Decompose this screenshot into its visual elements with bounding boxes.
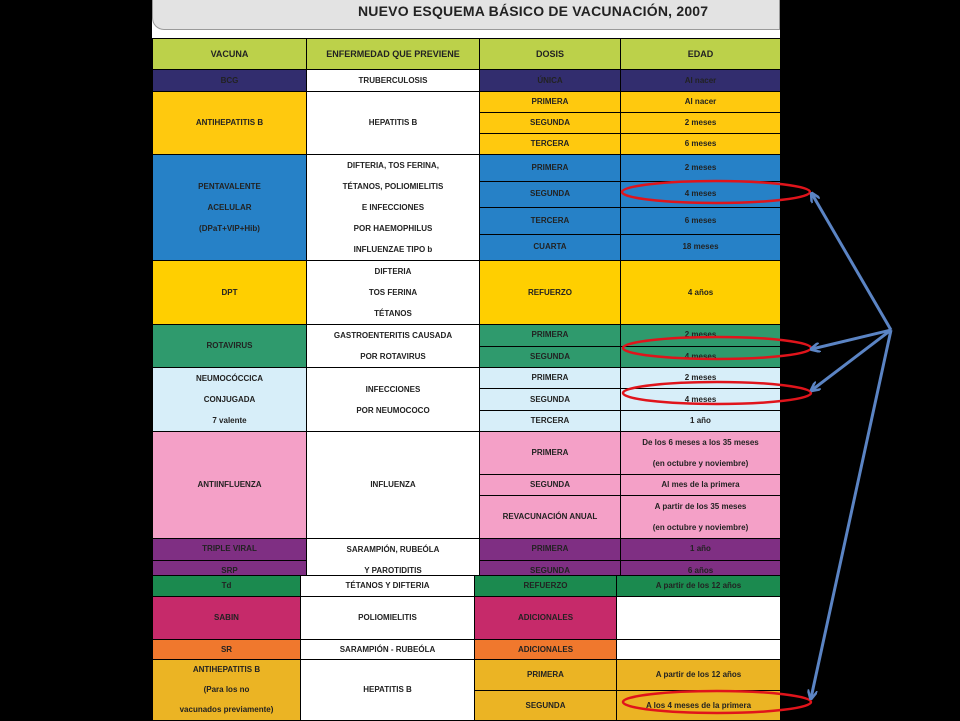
dpt-vacuna: DPT [153, 261, 307, 325]
td-enfermedad: TÉTANOS Y DIFTERIA [301, 576, 475, 597]
rota-vacuna: ROTAVIRUS [153, 325, 307, 368]
dpt-enf-line: TÉTANOS [374, 309, 412, 318]
hepb-vacuna: ANTIHEPATITIS B [153, 92, 307, 155]
arrow-to-penta [812, 194, 891, 330]
sabin-enfermedad: POLIOMIELITIS [301, 597, 475, 640]
hepb-dosis-1: PRIMERA [480, 92, 621, 113]
triple-dosis-1: PRIMERA [480, 539, 621, 561]
neumo-edad-2: 4 meses [621, 389, 781, 410]
penta-dosis-4: CUARTA [480, 234, 621, 261]
td-vacuna: Td [153, 576, 301, 597]
rota-enf-line: GASTROENTERITIS CAUSADA [333, 331, 453, 340]
neumo-vacuna-line: NEUMOCÓCCICA [195, 374, 264, 383]
hepb-edad-3: 6 meses [621, 134, 781, 155]
penta-vacuna-line: ACELULAR [207, 203, 252, 212]
rota-edad-2: 4 meses [621, 346, 781, 368]
penta-enf-line: DIFTERIA, TOS FERINA, [347, 161, 439, 170]
arrow-to-hepb2 [811, 330, 891, 698]
highlight-ellipse-neumo-4-meses [623, 382, 811, 404]
triple-vacuna-1: TRIPLE VIRAL [153, 539, 307, 561]
hepb2-vacuna-line: (Para los no [203, 685, 250, 694]
neumo-dosis-3: TERCERA [480, 410, 621, 431]
influ-dosis-3: REVACUNACIÓN ANUAL [480, 496, 621, 539]
header-enfermedad: ENFERMEDAD QUE PREVIENE [307, 39, 480, 70]
bcg-enfermedad: TRUBERCULOSIS [307, 70, 480, 92]
header-vacuna: VACUNA [153, 39, 307, 70]
neumo-enf-line: INFECCIONES [365, 384, 421, 394]
triple-dosis-2: SEGUNDA [480, 560, 621, 582]
influ-edad-line: (en octubre y noviembre) [652, 523, 749, 532]
highlight-ellipses [622, 181, 811, 713]
triple-vacuna-2: SRP [153, 560, 307, 582]
sr-dosis: ADICIONALES [475, 640, 617, 660]
highlight-ellipse-rota-4-meses [623, 337, 811, 359]
penta-vacuna-line: (DPaT+VIP+Hib) [199, 224, 260, 233]
triple-edad-2: 6 años [621, 560, 781, 582]
sabin-dosis: ADICIONALES [475, 597, 617, 640]
sr-enfermedad: SARAMPIÓN - RUBEÓLA [301, 640, 475, 660]
influ-vacuna: ANTIINFLUENZA [153, 432, 307, 539]
hepb2-enfermedad: HEPATITIS B [301, 660, 475, 721]
neumo-dosis-1: PRIMERA [480, 368, 621, 389]
neumo-enf-line: POR NEUMOCOCO [356, 405, 430, 415]
hepb-dosis-3: TERCERA [480, 134, 621, 155]
penta-dosis-1: PRIMERA [480, 155, 621, 182]
influ-enfermedad: INFLUENZA [307, 432, 480, 539]
header-edad: EDAD [621, 39, 781, 70]
header-dosis: DOSIS [480, 39, 621, 70]
rota-dosis-2: SEGUNDA [480, 346, 621, 368]
rota-edad-1: 2 meses [621, 325, 781, 347]
rota-dosis-1: PRIMERA [480, 325, 621, 347]
penta-enf-line: TÉTANOS, POLIOMIELITIS [342, 182, 444, 191]
penta-edad-2: 4 meses [621, 181, 781, 208]
triple-enf-line: Y PAROTIDITIS [364, 566, 422, 575]
bcg-dosis: ÚNICA [480, 70, 621, 92]
penta-edad-1: 2 meses [621, 155, 781, 182]
td-dosis: REFUERZO [475, 576, 617, 597]
triple-enf-line: SARAMPIÓN, RUBEÓLA [346, 545, 440, 554]
hepb2-vacuna-line: ANTIHEPATITIS B [192, 665, 261, 674]
td-edad: A partir de los 12 años [617, 576, 781, 597]
rota-enf-line: POR ROTAVIRUS [360, 352, 426, 361]
influ-edad-line: A partir de los 35 meses [654, 502, 747, 511]
dpt-dosis: REFUERZO [480, 261, 621, 325]
penta-enf-line: POR HAEMOPHILUS [353, 224, 433, 233]
hepb2-dosis-2: SEGUNDA [475, 691, 617, 721]
penta-enf-line: INFLUENZAE TIPO b [353, 245, 433, 254]
penta-dosis-3: TERCERA [480, 208, 621, 235]
bcg-edad: Al nacer [621, 70, 781, 92]
page-title: NUEVO ESQUEMA BÁSICO DE VACUNACIÓN, 2007 [358, 3, 709, 19]
highlight-ellipse-hepb2-4-meses [623, 691, 811, 713]
hepb-enfermedad: HEPATITIS B [307, 92, 480, 155]
dpt-enf-line: DIFTERIA [374, 267, 412, 276]
sabin-vacuna: SABIN [153, 597, 301, 640]
dpt-edad: 4 años [621, 261, 781, 325]
hepb-edad-1: Al nacer [621, 92, 781, 113]
neumo-edad-3: 1 año [621, 410, 781, 431]
hepb2-edad-2: A los 4 meses de la primera [617, 691, 781, 721]
penta-enf-line: E INFECCIONES [361, 203, 425, 212]
neumo-vacuna-line: CONJUGADA [203, 395, 256, 404]
hepb-edad-2: 2 meses [621, 113, 781, 134]
penta-edad-4: 18 meses [621, 234, 781, 261]
hepb2-dosis-1: PRIMERA [475, 660, 617, 691]
sr-vacuna: SR [153, 640, 301, 660]
hepb2-vacuna-line: vacunados previamente) [179, 705, 274, 714]
influ-edad-line: De los 6 meses a los 35 meses [642, 438, 759, 447]
influ-dosis-2: SEGUNDA [480, 475, 621, 496]
influ-edad-2: Al mes de la primera [621, 475, 781, 496]
pointer-arrows [811, 194, 891, 698]
hepb2-edad-1: A partir de los 12 años [617, 660, 781, 691]
penta-vacuna-line: PENTAVALENTE [198, 182, 261, 191]
hepb-dosis-2: SEGUNDA [480, 113, 621, 134]
triple-edad-1: 1 año [621, 539, 781, 561]
neumo-edad-1: 2 meses [621, 368, 781, 389]
penta-dosis-2: SEGUNDA [480, 181, 621, 208]
dpt-enf-line: TOS FERINA [368, 288, 418, 297]
neumo-vacuna-line: 7 valente [212, 416, 247, 425]
influ-dosis-1: PRIMERA [480, 432, 621, 475]
neumo-dosis-2: SEGUNDA [480, 389, 621, 410]
influ-edad-line: (en octubre y noviembre) [652, 459, 749, 468]
highlight-ellipse-penta-4-meses [622, 181, 810, 203]
bcg-vacuna: BCG [153, 70, 307, 92]
penta-edad-3: 6 meses [621, 208, 781, 235]
